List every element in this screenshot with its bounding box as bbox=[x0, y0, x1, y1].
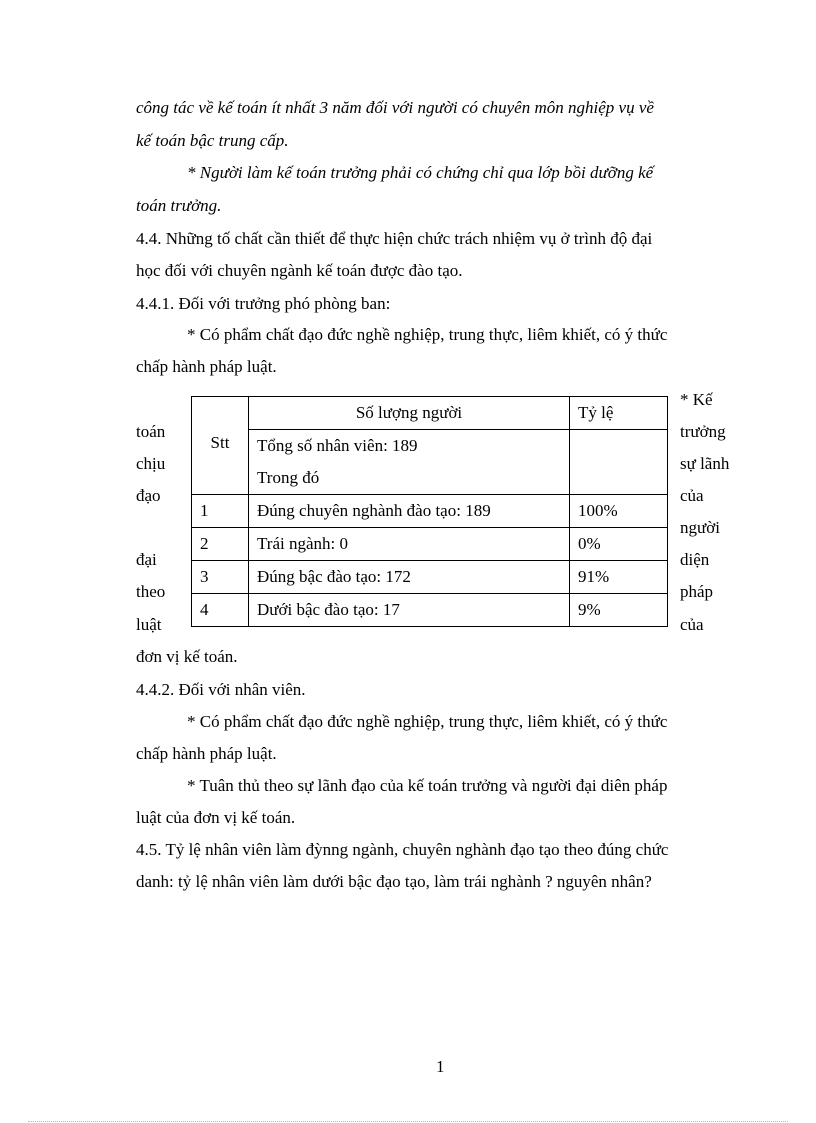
row-ratio: 91% bbox=[570, 561, 668, 594]
row-label: Đúng chuyên nghành đào tạo: 189 bbox=[249, 495, 570, 528]
section-heading-4-5: danh: tỷ lệ nhân viên làm dưới bậc đạo tạo, làm trái nghành ? nguyên nhân? bbox=[136, 872, 652, 891]
row-label: Đúng bậc đào tạo: 172 bbox=[249, 561, 570, 594]
wrap-word-left: luật bbox=[136, 615, 162, 634]
row-ratio: 100% bbox=[570, 495, 668, 528]
paragraph-line: toán trưởng. bbox=[136, 196, 222, 215]
wrap-word-right: sự lãnh bbox=[680, 454, 730, 473]
row-stt: 3 bbox=[192, 561, 249, 594]
wrap-word-right: diện bbox=[680, 550, 710, 569]
paragraph-line: * Người làm kế toán trưởng phải có chứng chỉ qua lớp bồi dưỡng kế bbox=[187, 163, 654, 182]
wrap-word-left: theo bbox=[136, 582, 166, 601]
row-label: Dưới bậc đào tạo: 17 bbox=[249, 594, 570, 627]
row-ratio: 9% bbox=[570, 594, 668, 627]
section-heading-4-5: 4.5. Tỷ lệ nhân viên làm đỳnng ngành, chuyên nghành đạo tạo theo đúng chức bbox=[136, 840, 669, 859]
wrap-word-right: pháp bbox=[680, 582, 714, 601]
wrap-word-right: của bbox=[680, 486, 704, 505]
table-row-total bbox=[192, 430, 668, 495]
total-cell bbox=[249, 430, 570, 495]
paragraph-line: * Có phẩm chất đạo đức nghề nghiệp, trung thực, liêm khiết, có ý thức bbox=[187, 325, 668, 344]
page-number: 1 bbox=[436, 1057, 445, 1076]
row-label: Trái ngành: 0 bbox=[249, 528, 570, 561]
wrap-word-right: của bbox=[680, 615, 704, 634]
section-heading-4-4-1: 4.4.1. Đối với trưởng phó phòng ban: bbox=[136, 294, 391, 313]
table-row bbox=[192, 594, 668, 627]
total-label: Tổng số nhân viên: 189 bbox=[257, 436, 418, 455]
section-heading-4-4: học đối với chuyên ngành kế toán được đào tạo. bbox=[136, 261, 463, 280]
paragraph-line: * Có phẩm chất đạo đức nghề nghiệp, trung thực, liêm khiết, có ý thức bbox=[187, 712, 668, 731]
total-ratio-cell bbox=[570, 430, 668, 495]
paragraph-line: chấp hành pháp luật. bbox=[136, 357, 277, 376]
page-bottom-divider bbox=[28, 1121, 788, 1122]
wrap-word-right: trưởng bbox=[680, 422, 726, 441]
row-stt: 1 bbox=[192, 495, 249, 528]
wrap-word-left: đạo bbox=[136, 486, 161, 505]
paragraph-line: * Tuân thủ theo sự lãnh đạo của kế toán trưởng và người đại diên pháp bbox=[187, 776, 668, 795]
paragraph-line: đơn vị kế toán. bbox=[136, 647, 238, 666]
section-heading-4-4-2: 4.4.2. Đối với nhân viên. bbox=[136, 680, 306, 699]
paragraph-line: luật của đơn vị kế toán. bbox=[136, 808, 296, 827]
paragraph-line: công tác về kế toán ít nhất 3 năm đối với người có chuyên môn nghiệp vụ về bbox=[136, 98, 654, 117]
table-header-stt bbox=[192, 397, 249, 495]
table-row bbox=[192, 495, 668, 528]
wrap-word-right: * Kế bbox=[680, 390, 713, 409]
paragraph-line: chấp hành pháp luật. bbox=[136, 744, 277, 763]
wrap-word-left: toán bbox=[136, 422, 166, 441]
table-header-ratio: Tỷ lệ bbox=[570, 397, 668, 430]
section-heading-4-4: 4.4. Những tố chất cần thiết để thực hiện chức trách nhiệm vụ ở trình độ đại bbox=[136, 229, 653, 248]
stt-header-text: Stt bbox=[210, 433, 230, 452]
table-header-count: Số lượng người bbox=[249, 397, 570, 430]
wrap-word-left: đại bbox=[136, 550, 157, 569]
wrap-word-right: người bbox=[680, 518, 720, 537]
paragraph-line: kế toán bậc trung cấp. bbox=[136, 131, 289, 150]
wrap-word-left: chịu bbox=[136, 454, 166, 473]
total-sub: Trong đó bbox=[257, 468, 320, 487]
row-stt: 2 bbox=[192, 528, 249, 561]
row-stt: 4 bbox=[192, 594, 249, 627]
table-header-row bbox=[192, 397, 668, 430]
row-ratio: 0% bbox=[570, 528, 668, 561]
staff-ratio-table bbox=[191, 396, 668, 627]
table-row bbox=[192, 528, 668, 561]
table-row bbox=[192, 561, 668, 594]
